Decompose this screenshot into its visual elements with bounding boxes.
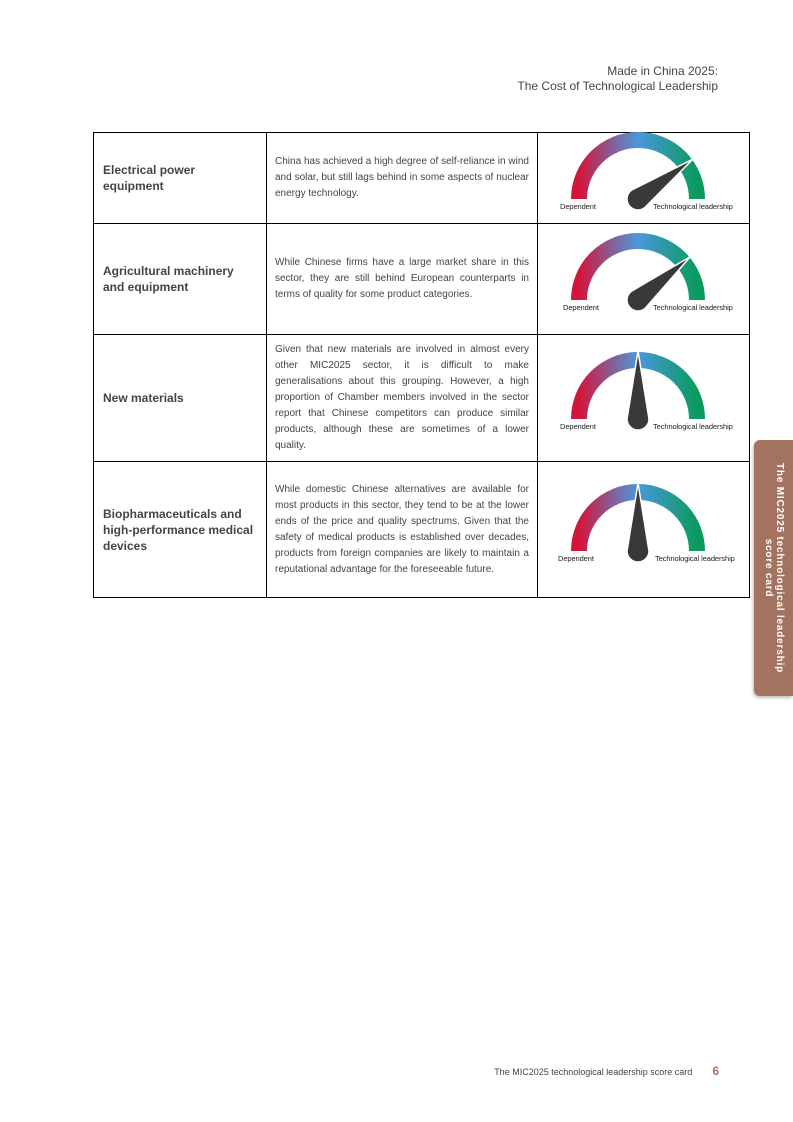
side-tab-label: The MIC2025 technological leadership score card [762, 463, 785, 673]
gauge-cell [538, 224, 750, 335]
gauge-low-label: Dependent [563, 303, 599, 312]
sector-name: Biopharmaceuticals and high-performance medical devices [94, 462, 267, 598]
leadership-gauge [538, 224, 749, 334]
table-row [94, 335, 750, 462]
gauge-cell [538, 133, 750, 224]
gauge-low-label: Dependent [560, 202, 596, 211]
section-side-tab[interactable] [754, 440, 793, 696]
sector-name: Agricultural machinery and equipment [94, 224, 267, 335]
gauge-cell [538, 335, 750, 462]
scorecard-table [93, 132, 750, 598]
table-row [94, 224, 750, 335]
header-subtitle: The Cost of Technological Leadership [517, 79, 718, 93]
sector-description: Given that new materials are involved in almost every other MIC2025 sector, it is difficult to make generalisations about this grouping. However, a high proportion of Chamber members involved in the sector report that Chinese competitors can produce similar products, although these are sometimes of a lower quality. [267, 335, 538, 462]
leadership-gauge [538, 133, 749, 223]
sector-name: Electrical power equipment [94, 133, 267, 224]
footer-title: The MIC2025 technological leadership score card [494, 1067, 693, 1077]
sector-name: New materials [94, 335, 267, 462]
sector-description: While domestic Chinese alternatives are available for most products in this sector, they tend to be at the lower ends of the price and quality spectrums. Given that the safety of medical products is established over decades, products from foreign companies are likely to maintain a reputational advantage for the foreseeable future. [267, 462, 538, 598]
page-footer [494, 1064, 719, 1078]
gauge-high-label: Technological leadership [653, 422, 733, 431]
table-row [94, 133, 750, 224]
table-row [94, 462, 750, 598]
gauge-low-label: Dependent [558, 554, 594, 563]
gauge-low-label: Dependent [560, 422, 596, 431]
header-title: Made in China 2025: [607, 64, 718, 78]
gauge-high-label: Technological leadership [655, 554, 735, 563]
leadership-gauge [538, 335, 749, 461]
leadership-gauge [538, 462, 749, 597]
sector-description: While Chinese firms have a large market share in this sector, they are still behind European counterparts in terms of quality for some product categories. [267, 224, 538, 335]
gauge-high-label: Technological leadership [653, 303, 733, 312]
sector-description: China has achieved a high degree of self-reliance in wind and solar, but still lags behind in some aspects of nuclear energy technology. [267, 133, 538, 224]
gauge-cell [538, 462, 750, 598]
page-number: 6 [712, 1064, 719, 1078]
page-header [517, 64, 718, 94]
gauge-high-label: Technological leadership [653, 202, 733, 211]
